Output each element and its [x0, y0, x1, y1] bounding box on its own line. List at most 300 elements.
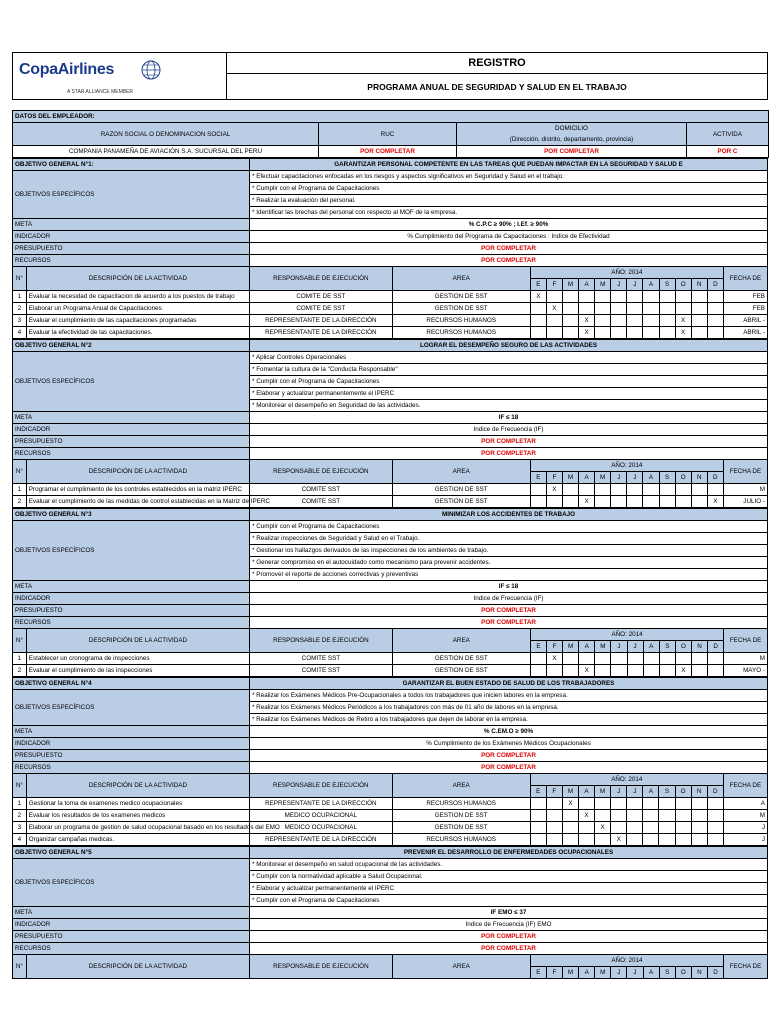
- schedule-cell[interactable]: [546, 798, 562, 810]
- schedule-cell[interactable]: [708, 653, 724, 665]
- schedule-cell[interactable]: [659, 822, 675, 834]
- schedule-cell[interactable]: [691, 327, 707, 339]
- schedule-cell[interactable]: [627, 484, 643, 496]
- activity-num: 4: [13, 834, 27, 846]
- schedule-cell[interactable]: [562, 834, 578, 846]
- indicador-row-value[interactable]: Indice de Frecuencia (IF): [250, 424, 768, 436]
- schedule-cell[interactable]: [546, 315, 562, 327]
- objetivo-especifico-item[interactable]: * Fomentar la cultura de la "Conducta Responsable": [250, 364, 768, 376]
- schedule-cell[interactable]: [691, 484, 707, 496]
- activity-description[interactable]: Evaluar la efectividad de las capacitaciones.: [26, 327, 249, 339]
- meta-row-label: META: [13, 726, 250, 738]
- schedule-cell[interactable]: [708, 665, 724, 677]
- activity-area[interactable]: GESTION DE SST: [392, 653, 530, 665]
- indicador-row-value[interactable]: % Cumplimiento del Programa de Capacitaciones : Indice de Efectividad: [250, 231, 768, 243]
- schedule-cell[interactable]: [530, 665, 546, 677]
- schedule-cell[interactable]: [691, 653, 707, 665]
- schedule-cell[interactable]: [627, 665, 643, 677]
- objetivo-especifico-item[interactable]: * Cumplir con el Programa de Capacitaciones: [250, 521, 768, 533]
- logo-cell: [12, 52, 227, 100]
- schedule-cell[interactable]: [611, 327, 627, 339]
- schedule-cell[interactable]: [707, 303, 723, 315]
- schedule-cell[interactable]: X: [675, 315, 691, 327]
- schedule-cell[interactable]: [595, 665, 611, 677]
- meta-row-value[interactable]: IF EMO ≤ 37: [250, 907, 768, 919]
- schedule-cell[interactable]: [659, 798, 675, 810]
- activity-area[interactable]: GESTION DE SST: [392, 810, 530, 822]
- schedule-cell[interactable]: [675, 291, 691, 303]
- activity-num: 1: [13, 484, 27, 496]
- col-fecha: FECHA DE: [723, 267, 767, 291]
- month-header: D: [707, 967, 723, 979]
- month-header: S: [659, 472, 675, 484]
- objetivo-especifico-item[interactable]: * Realizar los Exámenes Médicos Periódicos a los trabajadores con más de 01 año de labores en la empresa.: [249, 702, 767, 714]
- schedule-cell[interactable]: [530, 303, 546, 315]
- schedule-cell[interactable]: X: [546, 484, 562, 496]
- schedule-cell[interactable]: [563, 665, 579, 677]
- activity-fecha[interactable]: J: [723, 822, 767, 834]
- col-descripcion: DESCRIPCIÓN DE LA ACTIVIDAD: [26, 267, 249, 291]
- schedule-cell[interactable]: [595, 484, 611, 496]
- schedule-cell[interactable]: [611, 291, 627, 303]
- objetivo-especifico-item[interactable]: * Realizar la evaluación del personal.: [250, 195, 768, 207]
- schedule-cell[interactable]: [643, 665, 659, 677]
- schedule-cell[interactable]: [643, 810, 659, 822]
- schedule-cell[interactable]: [530, 484, 546, 496]
- activity-description[interactable]: Evaluar el cumplimiento de las medidas de control establecidas en la Matriz de IPERC: [26, 496, 249, 508]
- objetivo-especifico-item[interactable]: * Promover el reporte de acciones correctivas y preventivas: [250, 569, 768, 581]
- objetivo-especifico-item[interactable]: * Gestionar los hallazgos derivados de las inspecciones de los ambientes de trabajo.: [250, 545, 768, 557]
- schedule-cell[interactable]: X: [595, 822, 611, 834]
- activity-fecha[interactable]: FEB: [723, 291, 767, 303]
- meta-row-value[interactable]: % C.EM.O ≥ 90%: [249, 726, 767, 738]
- schedule-cell[interactable]: [659, 653, 675, 665]
- schedule-cell[interactable]: [691, 496, 707, 508]
- objetivo-title: OBJETIVO GENERAL N°1:: [13, 159, 250, 171]
- month-header: E: [530, 279, 546, 291]
- month-header: J: [627, 279, 643, 291]
- activity-responsable[interactable]: COMITE DE SST: [250, 291, 393, 303]
- meta-row-value[interactable]: IF ≤ 18: [250, 581, 768, 593]
- activity-responsable[interactable]: REPRESENTANTE DE LA DIRECCIÓN: [250, 315, 393, 327]
- month-header: D: [707, 472, 723, 484]
- recursos-row-label: RECURSOS: [13, 762, 250, 774]
- month-header: M: [562, 786, 578, 798]
- schedule-cell[interactable]: [675, 798, 691, 810]
- schedule-cell[interactable]: [707, 484, 723, 496]
- objetivo-especifico-item[interactable]: * Generar compromiso en el autocuidado como mecanismo para prevenir accidentes.: [250, 557, 768, 569]
- schedule-cell[interactable]: [643, 315, 659, 327]
- schedule-cell[interactable]: [675, 834, 691, 846]
- schedule-cell[interactable]: [659, 315, 675, 327]
- activity-responsable[interactable]: COMITE SST: [250, 665, 393, 677]
- objetivos-container: [12, 158, 768, 979]
- schedule-cell[interactable]: [611, 822, 627, 834]
- activity-area[interactable]: GESTION DE SST: [392, 291, 530, 303]
- activity-responsable[interactable]: COMITE SST: [250, 484, 393, 496]
- schedule-cell[interactable]: [611, 484, 627, 496]
- objetivo-especifico-item[interactable]: * Cumplir con el Programa de Capacitaciones: [250, 895, 768, 907]
- schedule-cell[interactable]: [675, 484, 691, 496]
- month-header: D: [707, 786, 723, 798]
- objetivo-especifico-item[interactable]: * Cumplir con el Programa de Capacitaciones: [250, 183, 768, 195]
- month-header: S: [659, 279, 675, 291]
- schedule-cell[interactable]: [578, 834, 594, 846]
- objetivo-especifico-item[interactable]: * Identificar las brechas del personal con respecto al MOF de la empresa.: [250, 207, 768, 219]
- activity-area[interactable]: GESTION DE SST: [392, 484, 530, 496]
- presupuesto-row-label: PRESUPUESTO: [13, 931, 250, 943]
- schedule-cell[interactable]: [707, 834, 723, 846]
- schedule-cell[interactable]: [659, 810, 675, 822]
- month-header: A: [643, 472, 659, 484]
- schedule-cell[interactable]: [595, 303, 611, 315]
- objetivo-goal: LOGRAR EL DESEMPEÑO SEGURO DE LAS ACTIVIDADES: [250, 340, 768, 352]
- schedule-cell[interactable]: [643, 798, 659, 810]
- activity-description[interactable]: Elaborar un programa de gestion de salud ocupacional basado en los resultados del EMO: [26, 822, 249, 834]
- activity-description[interactable]: Organizar campañas medicas.: [26, 834, 249, 846]
- schedule-cell[interactable]: [707, 822, 723, 834]
- activity-area[interactable]: GESTION DE SST: [392, 822, 530, 834]
- objetivo-especifico-item[interactable]: * Aplicar Controles Operacionales: [250, 352, 768, 364]
- month-header: S: [659, 786, 675, 798]
- activity-description[interactable]: Evaluar el cumplimiento de las capacitaciones programadas: [26, 315, 249, 327]
- presupuesto-row-value[interactable]: POR COMPLETAR: [250, 436, 768, 448]
- activity-fecha[interactable]: M: [723, 810, 767, 822]
- schedule-cell[interactable]: [659, 303, 675, 315]
- schedule-cell[interactable]: X: [578, 810, 594, 822]
- schedule-cell[interactable]: [627, 315, 643, 327]
- ruc-value[interactable]: POR COMPLETAR: [319, 146, 457, 158]
- activity-fecha[interactable]: FEB: [723, 303, 767, 315]
- activity-fecha[interactable]: ABRIL -: [723, 327, 767, 339]
- schedule-cell[interactable]: [611, 653, 627, 665]
- month-header: A: [579, 641, 595, 653]
- presupuesto-row-value[interactable]: POR COMPLETAR: [250, 243, 768, 255]
- schedule-cell[interactable]: X: [611, 834, 627, 846]
- recursos-row-value[interactable]: POR COMPLETAR: [250, 617, 768, 629]
- schedule-cell[interactable]: [530, 653, 546, 665]
- schedule-cell[interactable]: [707, 798, 723, 810]
- schedule-cell[interactable]: [546, 327, 562, 339]
- schedule-cell[interactable]: [562, 327, 578, 339]
- schedule-cell[interactable]: [579, 653, 595, 665]
- month-header: F: [546, 641, 562, 653]
- objetivo-especifico-item[interactable]: * Realizar inspecciones de Seguridad y Salud en el Trabajo.: [250, 533, 768, 545]
- schedule-cell[interactable]: [579, 291, 595, 303]
- col-descripcion: DESCRIPCIÓN DE LA ACTIVIDAD: [26, 629, 249, 653]
- col-actividad: ACTIVIDA: [687, 123, 769, 146]
- presupuesto-row-value[interactable]: POR COMPLETAR: [250, 605, 768, 617]
- month-header: N: [691, 786, 707, 798]
- objetivo-especifico-item[interactable]: * Elaborar y actualizar permanentemente el IPERC: [250, 883, 768, 895]
- indicador-row-label: INDICADOR: [13, 738, 250, 750]
- objetivo-especifico-item[interactable]: * Cumplir con el Programa de Capacitaciones: [250, 376, 768, 388]
- recursos-row-label: RECURSOS: [13, 255, 250, 267]
- schedule-cell[interactable]: [691, 303, 707, 315]
- schedule-cell[interactable]: [530, 327, 546, 339]
- schedule-cell[interactable]: [611, 303, 627, 315]
- schedule-cell[interactable]: [691, 315, 707, 327]
- col-fecha: FECHA DE: [723, 774, 767, 798]
- schedule-cell[interactable]: X: [579, 315, 595, 327]
- col-descripcion: DESCRIPCIÓN DE LA ACTIVIDAD: [26, 955, 249, 979]
- activity-area[interactable]: RECURSOS HUMANOS: [392, 315, 530, 327]
- schedule-cell[interactable]: [691, 798, 707, 810]
- objetivo-goal: PREVENIR EL DESARROLLO DE ENFERMEDADES OCUPACIONALES: [250, 847, 768, 859]
- schedule-cell[interactable]: [659, 327, 675, 339]
- activity-description[interactable]: Gestionar la toma de examenes medico ocupacionales: [26, 798, 249, 810]
- schedule-cell[interactable]: [691, 291, 707, 303]
- activity-description[interactable]: Programar el cumplimiento de los controles establecidos en la matriz IPERC: [26, 484, 249, 496]
- activity-fecha[interactable]: JULIO -: [723, 496, 767, 508]
- activity-fecha[interactable]: M: [724, 653, 768, 665]
- schedule-cell[interactable]: [643, 484, 659, 496]
- meta-row-value[interactable]: % C.P.C ≥ 90% ; I.Ef. ≥ 90%: [250, 219, 768, 231]
- month-header: A: [643, 786, 659, 798]
- activity-description[interactable]: Establecer un cronograma de inspecciones: [26, 653, 249, 665]
- objetivo-especifico-item[interactable]: * Realizar los Exámenes Médicos de Retiro a los trabajadores que dejen de laborar en la empresa.: [249, 714, 767, 726]
- schedule-cell[interactable]: [643, 496, 659, 508]
- activity-area[interactable]: GESTION DE SST: [392, 496, 530, 508]
- activity-description[interactable]: Evaluar los resultados de los examenes medicos: [26, 810, 249, 822]
- month-header: F: [546, 786, 562, 798]
- schedule-cell[interactable]: [611, 496, 627, 508]
- schedule-cell[interactable]: [627, 798, 643, 810]
- schedule-cell[interactable]: [562, 484, 578, 496]
- schedule-cell[interactable]: [578, 798, 594, 810]
- activity-area[interactable]: GESTION DE SST: [392, 303, 530, 315]
- schedule-cell[interactable]: [595, 834, 611, 846]
- activity-responsable[interactable]: REPRESENTANTE DE LA DIRECCIÓN: [249, 834, 392, 846]
- schedule-cell[interactable]: [562, 822, 578, 834]
- activity-area[interactable]: GESTION DE SST: [392, 665, 530, 677]
- month-header: J: [611, 641, 627, 653]
- schedule-cell[interactable]: [530, 315, 546, 327]
- schedule-cell[interactable]: [659, 834, 675, 846]
- actividad-value[interactable]: POR C: [687, 146, 769, 158]
- schedule-cell[interactable]: [546, 810, 562, 822]
- schedule-cell[interactable]: [562, 291, 578, 303]
- schedule-cell[interactable]: [595, 315, 611, 327]
- month-header: M: [595, 641, 611, 653]
- activity-responsable[interactable]: COMITE SST: [250, 496, 393, 508]
- recursos-row-value[interactable]: POR COMPLETAR: [249, 762, 767, 774]
- objetivo-especifico-item[interactable]: * Monitorear el desempeño en Seguridad de las actividades.: [250, 400, 768, 412]
- schedule-cell[interactable]: [691, 822, 707, 834]
- objetivos-especificos-label: OBJETIVOS ESPECÍFICOS: [13, 690, 250, 726]
- schedule-cell[interactable]: [611, 315, 627, 327]
- schedule-cell[interactable]: X: [562, 798, 578, 810]
- objetivo-especifico-item[interactable]: * Elaborar y actualizar permanentemente el IPERC: [250, 388, 768, 400]
- schedule-cell[interactable]: [627, 822, 643, 834]
- month-header: A: [579, 967, 595, 979]
- recursos-row-value[interactable]: POR COMPLETAR: [250, 943, 768, 955]
- month-header: J: [627, 472, 643, 484]
- schedule-cell[interactable]: [691, 810, 707, 822]
- schedule-cell[interactable]: [643, 653, 659, 665]
- schedule-cell[interactable]: [578, 822, 594, 834]
- month-header: J: [611, 967, 627, 979]
- objetivo-especifico-item[interactable]: * Cumplir con la normatividad aplicable a Salud Ocupacional.: [250, 871, 768, 883]
- month-header: A: [579, 279, 595, 291]
- schedule-cell[interactable]: [675, 496, 691, 508]
- col-area: AREA: [392, 955, 530, 979]
- schedule-cell[interactable]: [659, 291, 675, 303]
- schedule-cell[interactable]: [530, 810, 546, 822]
- activity-responsable[interactable]: REPRESENTANTE DE LA DIRECCIÓN: [249, 798, 392, 810]
- schedule-cell[interactable]: X: [546, 303, 562, 315]
- col-num: N°: [13, 629, 27, 653]
- schedule-cell[interactable]: [643, 291, 659, 303]
- schedule-cell[interactable]: X: [707, 496, 723, 508]
- presupuesto-row-value[interactable]: POR COMPLETAR: [250, 931, 768, 943]
- schedule-cell[interactable]: X: [675, 665, 691, 677]
- schedule-cell[interactable]: [546, 665, 562, 677]
- activity-fecha[interactable]: MAYO -: [724, 665, 768, 677]
- recursos-row-value[interactable]: POR COMPLETAR: [250, 255, 768, 267]
- indicador-row-value[interactable]: Indice de Frecuencia (IF) EMO: [250, 919, 768, 931]
- col-anio: AÑO: 2014: [530, 774, 723, 786]
- activity-responsable[interactable]: MEDICO OCUPACIONAL: [249, 810, 392, 822]
- schedule-cell[interactable]: [546, 496, 562, 508]
- activity-fecha[interactable]: ABRIL -: [723, 315, 767, 327]
- schedule-cell[interactable]: [595, 291, 611, 303]
- activity-description[interactable]: Evaluar el cumplimiento de las inspecciones: [26, 665, 249, 677]
- recursos-row-value[interactable]: POR COMPLETAR: [250, 448, 768, 460]
- schedule-cell[interactable]: [562, 810, 578, 822]
- schedule-cell[interactable]: [562, 315, 578, 327]
- schedule-cell[interactable]: [546, 834, 562, 846]
- schedule-cell[interactable]: [530, 798, 546, 810]
- activity-responsable[interactable]: COMITE SST: [250, 653, 393, 665]
- schedule-cell[interactable]: [546, 822, 562, 834]
- schedule-cell[interactable]: [546, 291, 562, 303]
- schedule-cell[interactable]: [643, 327, 659, 339]
- schedule-cell[interactable]: [579, 303, 595, 315]
- activity-fecha[interactable]: A: [723, 798, 767, 810]
- schedule-cell[interactable]: [595, 653, 611, 665]
- objetivos-especificos-label: OBJETIVOS ESPECÍFICOS: [13, 171, 250, 219]
- col-anio: AÑO: 2014: [530, 955, 723, 967]
- domicilio-value[interactable]: POR COMPLETAR: [457, 146, 687, 158]
- objetivos-especificos-label: OBJETIVOS ESPECÍFICOS: [13, 352, 250, 412]
- schedule-cell[interactable]: [611, 665, 627, 677]
- schedule-cell[interactable]: [707, 810, 723, 822]
- objetivo-especifico-item[interactable]: * Realizar los Exámenes Médicos Pre-Ocupacionales a todos los trabajadores que inicien labores en la empresa.: [249, 690, 767, 702]
- schedule-cell[interactable]: X: [579, 665, 595, 677]
- schedule-cell[interactable]: [643, 834, 659, 846]
- activity-num: 3: [13, 822, 27, 834]
- objetivo-especifico-item[interactable]: * Monitorear el desempeño en salud ocupacional de las actividades.: [250, 859, 768, 871]
- activity-description[interactable]: Evaluar la necesidad de capacitacion de acuerdo a los puestos de trabajo: [26, 291, 249, 303]
- col-responsable: RESPONSABLE DE EJECUCIÓN: [250, 629, 393, 653]
- company-logo: CopaAirlines: [19, 61, 115, 78]
- schedule-cell[interactable]: [707, 291, 723, 303]
- registro-title: REGISTRO: [227, 53, 767, 74]
- schedule-cell[interactable]: [611, 798, 627, 810]
- schedule-cell[interactable]: X: [579, 496, 595, 508]
- schedule-cell[interactable]: [627, 496, 643, 508]
- schedule-cell[interactable]: [595, 810, 611, 822]
- schedule-cell[interactable]: [691, 834, 707, 846]
- schedule-cell[interactable]: [643, 822, 659, 834]
- schedule-cell[interactable]: [530, 496, 546, 508]
- schedule-cell[interactable]: [563, 653, 579, 665]
- col-num: N°: [13, 267, 27, 291]
- indicador-row-label: INDICADOR: [13, 919, 250, 931]
- month-header: J: [627, 967, 643, 979]
- activity-responsable[interactable]: REPRESENTANTE DE LA DIRECCIÓN: [250, 327, 393, 339]
- activity-area[interactable]: RECURSOS HUMANOS: [392, 834, 530, 846]
- activity-fecha[interactable]: M: [723, 484, 767, 496]
- objetivo-especifico-item[interactable]: * Efectuar capacitaciones enfocadas en los riesgos y aspectos significativos en Seguridad y Salud en el trabajo.: [250, 171, 768, 183]
- schedule-cell[interactable]: X: [579, 327, 595, 339]
- schedule-cell[interactable]: [659, 665, 675, 677]
- schedule-cell[interactable]: [675, 810, 691, 822]
- schedule-cell[interactable]: [627, 653, 643, 665]
- schedule-cell[interactable]: [562, 496, 578, 508]
- activity-responsable[interactable]: COMITE DE SST: [250, 303, 393, 315]
- activity-description[interactable]: Elaborar un Programa Anual de Capacitaciones: [26, 303, 249, 315]
- activity-area[interactable]: RECURSOS HUMANOS: [392, 798, 530, 810]
- col-area: AREA: [392, 460, 530, 484]
- indicador-row-value[interactable]: Indice de Frecuencia (IF): [250, 593, 768, 605]
- schedule-cell[interactable]: [659, 496, 675, 508]
- schedule-cell[interactable]: X: [546, 653, 562, 665]
- schedule-cell[interactable]: [691, 665, 707, 677]
- schedule-cell[interactable]: [675, 303, 691, 315]
- schedule-cell[interactable]: [675, 822, 691, 834]
- month-header: E: [530, 472, 546, 484]
- schedule-cell[interactable]: [579, 484, 595, 496]
- schedule-cell[interactable]: X: [530, 291, 546, 303]
- presupuesto-row-value[interactable]: POR COMPLETAR: [249, 750, 767, 762]
- schedule-cell[interactable]: [627, 810, 643, 822]
- schedule-cell[interactable]: [675, 653, 691, 665]
- col-fecha: FECHA DE: [724, 955, 768, 979]
- indicador-row-value[interactable]: % Cumplimiento de los Exámenes Médicos Ocupacionales: [249, 738, 767, 750]
- schedule-cell[interactable]: [659, 484, 675, 496]
- schedule-cell[interactable]: [595, 496, 611, 508]
- schedule-cell[interactable]: [707, 327, 723, 339]
- month-header: F: [546, 967, 562, 979]
- col-anio: AÑO: 2014: [530, 460, 723, 472]
- schedule-cell[interactable]: [627, 303, 643, 315]
- objetivo-title: OBJETIVO GENERAL N°4: [13, 678, 250, 690]
- schedule-cell[interactable]: [595, 327, 611, 339]
- meta-row-value[interactable]: IF ≤ 18: [250, 412, 768, 424]
- col-razon-social: RAZON SOCIAL O DENOMINACION SOCIAL: [13, 123, 319, 146]
- activity-num: 1: [13, 291, 27, 303]
- schedule-cell[interactable]: [562, 303, 578, 315]
- title-cell: [227, 52, 768, 100]
- razon-social-value[interactable]: COMPANIA PANAMEÑA DE AVIACIÓN S.A. SUCURSAL DEL PERU: [13, 146, 319, 158]
- schedule-cell[interactable]: [643, 303, 659, 315]
- schedule-cell[interactable]: [611, 810, 627, 822]
- col-domicilio: DOMICILIO (Dirección, distrito, departamento, provincia): [457, 123, 687, 146]
- activity-fecha[interactable]: J: [723, 834, 767, 846]
- activity-responsable[interactable]: MEDICO OCUPACIONAL: [249, 822, 392, 834]
- schedule-cell[interactable]: [530, 834, 546, 846]
- schedule-cell[interactable]: [627, 327, 643, 339]
- schedule-cell[interactable]: [707, 315, 723, 327]
- schedule-cell[interactable]: [595, 798, 611, 810]
- activity-area[interactable]: RECURSOS HUMANOS: [392, 327, 530, 339]
- schedule-cell[interactable]: [530, 822, 546, 834]
- schedule-cell[interactable]: [627, 291, 643, 303]
- schedule-cell[interactable]: X: [675, 327, 691, 339]
- schedule-cell[interactable]: [627, 834, 643, 846]
